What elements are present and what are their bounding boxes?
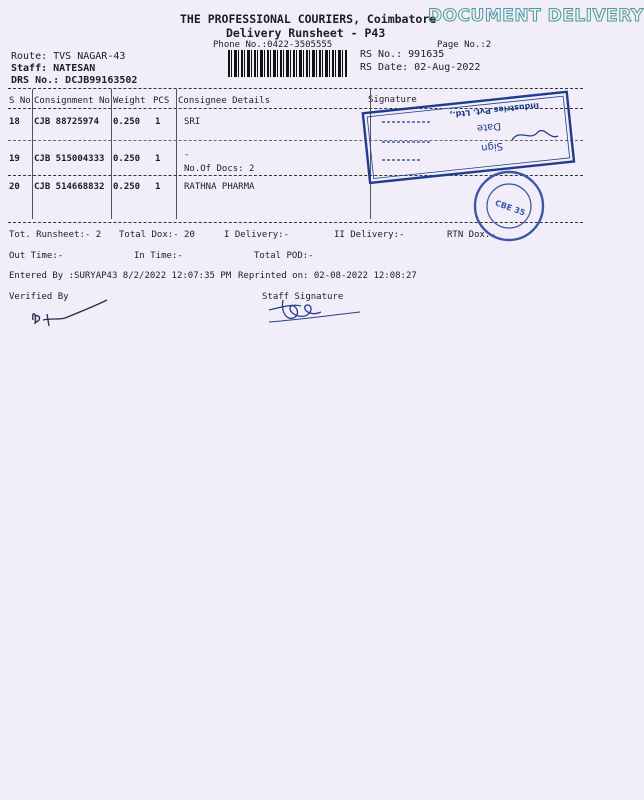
header-weight: Weight [113, 96, 146, 106]
row-consignment: CJB 515004333 [34, 154, 105, 164]
round-seal-stamp [455, 168, 555, 248]
col-divider [111, 89, 112, 219]
row-pcs: 1 [155, 117, 161, 127]
rs-date: RS Date: 02-Aug-2022 [360, 62, 481, 73]
out-time: Out Time:- [9, 251, 64, 261]
runsheet-title: Delivery Runsheet - P43 [226, 26, 386, 40]
header-consignment: Consignment No [34, 96, 110, 106]
row-consignment: CJB 88725974 [34, 117, 100, 127]
staff-signature [265, 296, 365, 328]
row-sno: 19 [9, 154, 20, 164]
header-pcs: PCS [153, 96, 170, 106]
total-pod: Total POD:- [254, 251, 314, 261]
seal-center-text: CBE 35 [493, 198, 527, 218]
entered-by: Entered By :SURYAP43 8/2/2022 12:07:35 PM [9, 271, 232, 281]
drs-number: DRS No.: DCJB99163502 [11, 75, 138, 86]
col-divider [176, 89, 177, 219]
total-runsheet: Tot. Runsheet:- 2 [9, 230, 102, 240]
barcode [228, 50, 348, 77]
row-consignee: SRI [184, 117, 201, 127]
i-delivery: I Delivery:- [224, 230, 290, 240]
staff-signature-label: Staff Signature [262, 292, 344, 302]
rtn-dox: RTN Dox:- [447, 230, 496, 240]
header-consignee: Consignee Details [178, 96, 271, 106]
header-sno: S No [9, 96, 31, 106]
verified-by-label: Verified By [9, 292, 69, 302]
phone-number: Phone No.:0422-3505555 [213, 40, 333, 50]
company-name: THE PROFESSIONAL COURIERS, Coimbatore [180, 12, 437, 26]
row-consignment: CJB 514668832 [34, 182, 105, 192]
row-pcs: 1 [155, 154, 161, 164]
row-pcs: 1 [155, 182, 161, 192]
verified-signature [25, 296, 115, 336]
header-signature: Signature [368, 95, 417, 105]
stamp-date-label: Date [476, 119, 502, 134]
reprinted-on: Reprinted on: 02-08-2022 12:08:27 [238, 271, 417, 281]
col-divider [32, 89, 33, 219]
table-top-rule [8, 88, 583, 89]
row-consignee: - [184, 150, 190, 160]
staff: Staff: NATESAN [11, 63, 96, 74]
row-consignee: RATHNA PHARMA [184, 182, 255, 192]
rs-number: RS No.: 991635 [360, 49, 445, 60]
row-sno: 18 [9, 117, 20, 127]
route: Route: TVS NAGAR-43 [11, 51, 126, 62]
total-dox: Total Dox:- 20 [119, 230, 195, 240]
stamp-sign-label: Sign [480, 139, 504, 154]
row-weight: 0.250 [113, 117, 141, 127]
in-time: In Time:- [134, 251, 183, 261]
row-note: No.Of Docs: 2 [184, 164, 255, 174]
stamp-company-text: Industries Pvt. Ltd., [449, 100, 540, 120]
row-weight: 0.250 [113, 182, 141, 192]
row-sno: 20 [9, 182, 20, 192]
row-weight: 0.250 [113, 154, 141, 164]
document-delivery-watermark: DOCUMENT DELIVERY [428, 6, 644, 26]
ii-delivery: II Delivery:- [334, 230, 405, 240]
page-number: Page No.:2 [437, 40, 492, 50]
